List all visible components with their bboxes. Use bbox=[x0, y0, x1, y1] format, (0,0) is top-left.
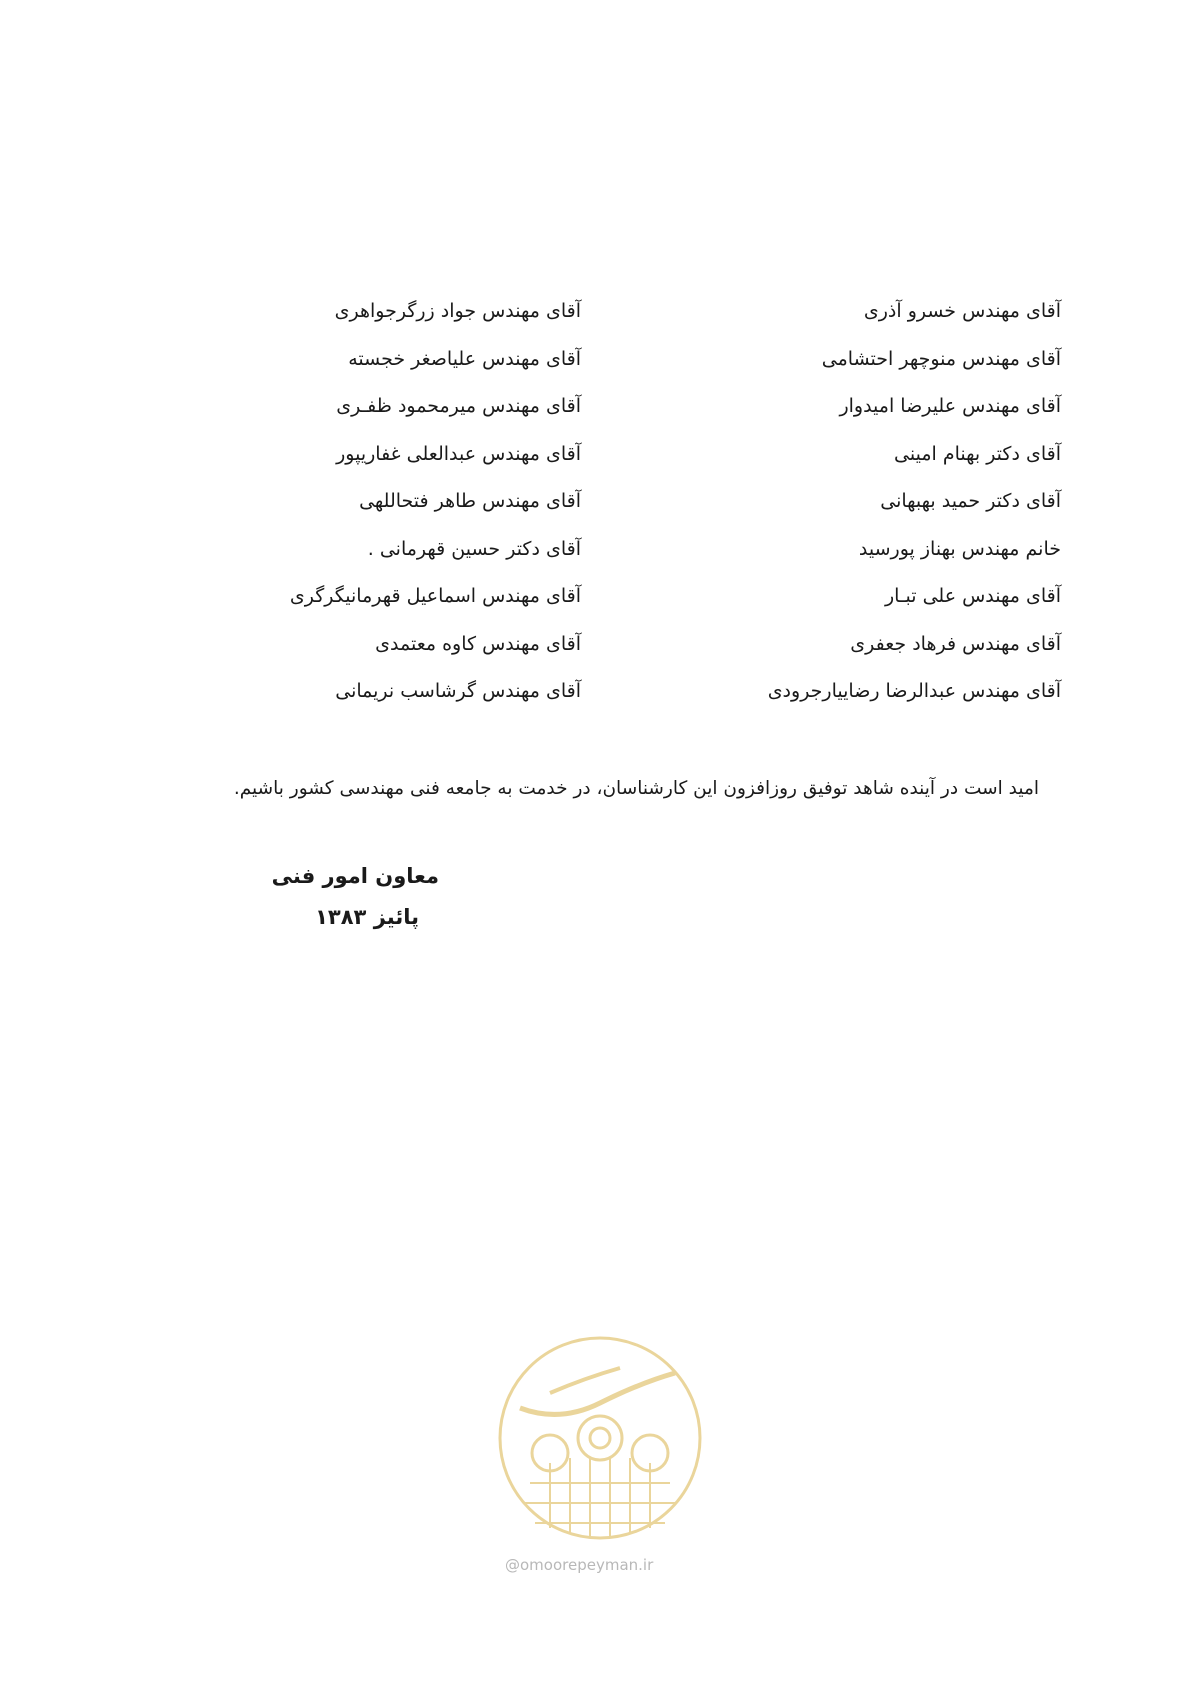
watermark-caption: @omoorepeyman.ir bbox=[505, 1556, 654, 1574]
name-entry: آقای دکتر بهنام امینی bbox=[894, 442, 1061, 465]
name-entry: آقای مهندس جواد زرگرجواهری bbox=[334, 300, 581, 322]
omoorepeyman-logo-icon bbox=[490, 1333, 710, 1573]
name-entry: آقای مهندس اسماعیل قهرمانیگرگری bbox=[289, 585, 581, 607]
names-list-right bbox=[731, 300, 1061, 728]
name-entry: خانم مهندس بهناز پورسید bbox=[858, 537, 1061, 560]
signature-title: معاون امور فنی bbox=[271, 864, 439, 888]
signature-date: پائیز ۱۳۸۳ bbox=[315, 905, 419, 929]
closing-paragraph: امید است در آینده شاهد توفیق روزافزون این کارشناسان، در خدمت به جامعه فنی مهندسی کشور باشیم. bbox=[233, 778, 1039, 799]
name-entry: آقای مهندس منوچهر احتشامی bbox=[821, 347, 1061, 370]
name-entry: آقای مهندس فرهاد جعفری bbox=[850, 632, 1061, 655]
name-entry: آقای مهندس طاهر فتحاللهی bbox=[359, 490, 581, 512]
names-list-left bbox=[251, 300, 581, 728]
name-entry: آقای دکتر حمید بهبهانی bbox=[880, 490, 1061, 512]
name-entry: آقای مهندس میرمحمود ظفـری bbox=[336, 395, 581, 417]
name-entry: آقای مهندس کاوه معتمدی bbox=[375, 632, 581, 655]
name-entry: آقای مهندس علیاصغر خجسته bbox=[348, 347, 581, 370]
name-entry: آقای مهندس گرشاسب نریمانی bbox=[335, 680, 581, 702]
name-entry: آقای مهندس عبدالعلی غفاریپور bbox=[336, 442, 581, 465]
name-entry: آقای مهندس علیرضا امیدوار bbox=[839, 395, 1061, 417]
name-entry: آقای مهندس عبدالرضا رضاییارجرودی bbox=[767, 680, 1061, 702]
name-entry: آقای دکتر حسین قهرمانی . bbox=[367, 537, 581, 560]
name-entry: آقای مهندس علی تبـار bbox=[885, 585, 1061, 607]
name-entry: آقای مهندس خسرو آذری bbox=[863, 300, 1061, 322]
